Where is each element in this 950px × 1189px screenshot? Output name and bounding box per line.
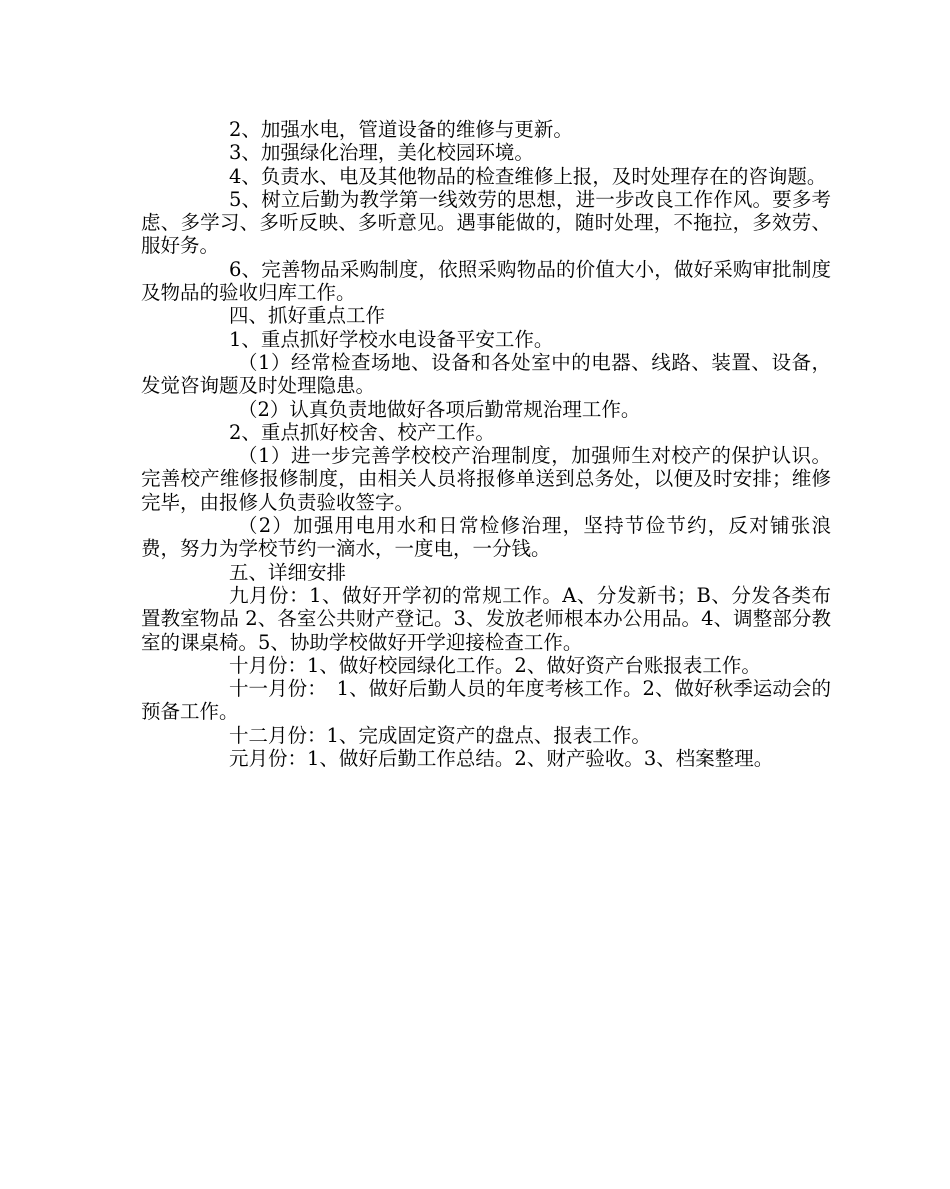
paragraph-item: 元月份：1、做好后勤工作总结。2、财产验收。3、档案整理。 (229, 747, 774, 771)
paragraph-subitem: （2）认真负责地做好各项后勤常规治理工作。 (238, 397, 641, 421)
paragraph-item: 6、完善物品采购制度，依照采购物品的价值大小，做好采购审批制度及物品的验收归库工作。 (141, 257, 831, 305)
paragraph-item: 4、负责水、电及其他物品的检查维修上报，及时处理存在的咨询题。 (229, 164, 827, 188)
paragraph-item: 十二月份：1、完成固定资产的盘点、报表工作。 (229, 723, 651, 747)
paragraph-item: 九月份：1、做好开学初的常规工作。A、分发新书；B、分发各类布置教室物品 2、各室公共财产登记。3、发放老师根本办公用品。4、调整部分教室的课桌椅。5、协助学校做好开学迎接检查工作。 (141, 583, 831, 654)
paragraph-item: 2、重点抓好校舍、校产工作。 (229, 420, 495, 444)
paragraph-item: 十一月份： 1、做好后勤人员的年度考核工作。2、做好秋季运动会的预备工作。 (141, 677, 831, 724)
section-heading: 四、抓好重点工作 (229, 304, 386, 328)
paragraph-item: 3、加强绿化治理，美化校园环境。 (229, 141, 534, 165)
document-body (141, 118, 831, 770)
paragraph-item: 1、重点抓好学校水电设备平安工作。 (229, 327, 554, 351)
paragraph-subitem: （1）经常检查场地、设备和各处室中的电器、线路、装置、设备，发觉咨询题及时处理隐患。 (141, 350, 831, 398)
paragraph-item: 5、树立后勤为教学第一线效劳的思想，进一步改良工作作风。要多考虑、多学习、多听反映、多听意见。遇事能做的，随时处理，不拖拉，多效劳、服好务。 (141, 187, 831, 258)
paragraph-item: 2、加强水电，管道设备的维修与更新。 (229, 118, 573, 141)
paragraph-subitem: （1）进一步完善学校校产治理制度，加强师生对校产的保护认识。完善校产维修报修制度，由相关人员将报修单送到总务处，以便及时安排；维修完毕，由报修人负责验收签字。 (141, 444, 831, 514)
paragraph-subitem: （2）加强用电用水和日常检修治理，坚持节俭节约，反对铺张浪费，努力为学校节约一滴水，一度电，一分钱。 (141, 514, 831, 561)
section-heading: 五、详细安排 (229, 560, 347, 584)
paragraph-item: 十月份：1、做好校园绿化工作。2、做好资产台账报表工作。 (229, 653, 761, 677)
